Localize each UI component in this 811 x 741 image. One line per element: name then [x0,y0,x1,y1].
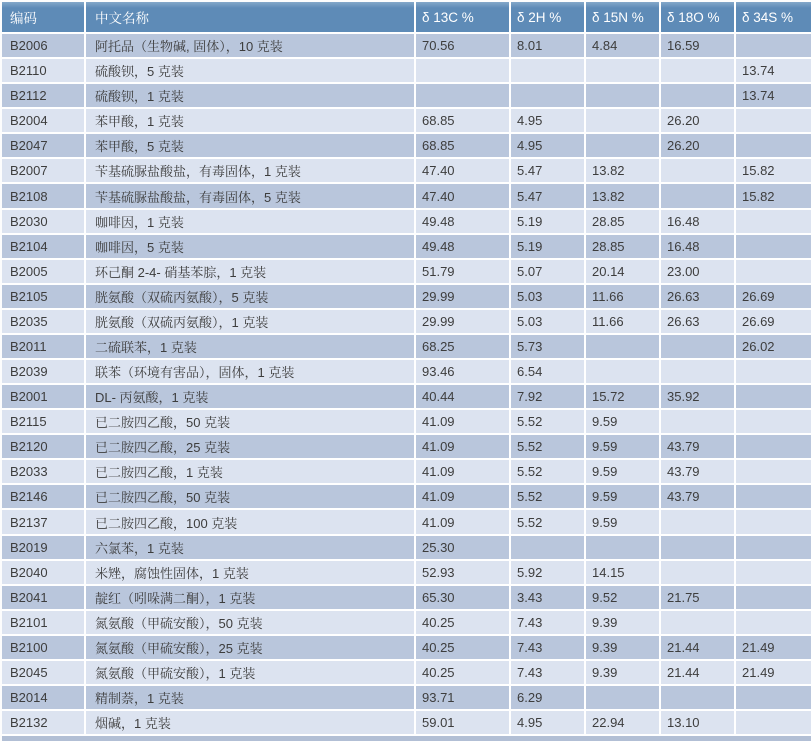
cell-name: 已二胺四乙酸，50 克装 [86,410,416,433]
cell-code: B2041 [2,586,86,609]
header-cell-d2h: δ 2H % [511,2,586,32]
table-row [2,711,811,736]
cell-d2h: 5.52 [511,460,586,483]
cell-d34s [736,485,811,508]
cell-d2h [511,84,586,107]
cell-d13c: 40.25 [416,661,511,684]
table-row [2,134,811,159]
cell-d18o: 26.20 [661,109,736,132]
cell-d2h: 5.52 [511,435,586,458]
cell-code: B2104 [2,235,86,258]
table-row [2,159,811,184]
cell-name: 已二胺四乙酸，25 克装 [86,435,416,458]
cell-d2h: 5.47 [511,159,586,182]
table-row [2,510,811,535]
table-row [2,310,811,335]
cell-d18o: 43.79 [661,485,736,508]
cell-d18o [661,184,736,207]
cell-d34s [736,109,811,132]
cell-d13c: 47.40 [416,184,511,207]
cell-code: B2030 [2,210,86,233]
cell-d15n [586,536,661,559]
cell-d34s: 13.74 [742,63,775,79]
cell-code: B2007 [2,159,86,182]
cell-d2h: 5.19 [511,210,586,233]
cell-code: B2137 [2,510,86,533]
cell-code: B2146 [2,485,86,508]
cell-d13c: 40.25 [416,636,511,659]
cell-d34s: 13.74 [742,88,775,104]
cell-code: B2100 [2,636,86,659]
cell-code: B2110 [2,59,86,82]
cell-d34s [736,34,811,57]
table-row [2,636,811,661]
cell-code: B2040 [2,561,86,584]
cell-code: B2004 [2,109,86,132]
cell-d13c: 41.09 [416,435,511,458]
cell-name: 胱氨酸（双硫丙氨酸），1 克装 [86,310,416,333]
cell-code: B2039 [2,360,86,383]
cell-d34s [736,134,811,157]
cell-d2h: 8.01 [511,34,586,57]
cell-d2h: 5.47 [511,184,586,207]
cell-d18o [661,536,736,559]
cell-name: 环己酮 2-4- 硝基苯腙，1 克装 [86,260,416,283]
cell-name: 精制萘，1 克装 [86,686,416,709]
table-row [2,460,811,485]
cell-code: B2006 [2,34,86,57]
cell-d15n: 22.94 [586,711,661,734]
cell-d34s [736,536,811,559]
table-row [2,184,811,209]
cell-d13c [416,84,511,107]
cell-d18o: 16.48 [661,235,736,258]
cell-d2h: 7.43 [511,661,586,684]
cell-d13c: 68.85 [416,109,511,132]
cell-name: 咖啡因，1 克装 [86,210,416,233]
cell-d18o: 26.63 [661,310,736,333]
cell-d13c: 52.93 [416,561,511,584]
cell-name: 硫酸钡，1 克装 [86,84,416,107]
cell-code: B2014 [2,686,86,709]
cell-d15n: 13.82 [586,159,661,182]
cell-d15n: 28.85 [586,210,661,233]
table-row [2,611,811,636]
cell-d2h: 6.29 [511,686,586,709]
cell-d18o: 13.10 [661,711,736,734]
table-body [2,34,811,736]
cell-d34s [736,561,811,584]
cell-code: B2001 [2,385,86,408]
table-row [2,360,811,385]
table-row [2,34,811,59]
cell-d2h: 4.95 [511,109,586,132]
cell-d15n: 9.59 [586,435,661,458]
cell-name: 联苯（环境有害品），固体，1 克装 [86,360,416,383]
cell-d34s [736,460,811,483]
cell-d34s [736,235,811,258]
cell-d34s: 21.49 [742,639,775,655]
table-row [2,485,811,510]
cell-d18o: 23.00 [661,260,736,283]
cell-code: B2101 [2,611,86,634]
cell-code: B2105 [2,285,86,308]
cell-code: B2035 [2,310,86,333]
cell-d13c: 70.56 [416,34,511,57]
cell-d2h: 7.43 [511,611,586,634]
cell-d13c: 40.25 [416,611,511,634]
cell-d15n: 9.39 [586,611,661,634]
cell-d13c: 68.85 [416,134,511,157]
header-cell-d13c: δ 13C % [416,2,511,32]
cell-d2h: 5.52 [511,510,586,533]
cell-d15n: 9.59 [586,460,661,483]
cell-d18o [661,561,736,584]
cell-name: 已二胺四乙酸，50 克装 [86,485,416,508]
cell-d18o [661,360,736,383]
cell-name: 已二胺四乙酸，1 克装 [86,460,416,483]
cell-d13c: 93.46 [416,360,511,383]
cell-d13c: 65.30 [416,586,511,609]
cell-d34s [736,260,811,283]
cell-d15n: 9.52 [586,586,661,609]
cell-name: 苯甲酸，1 克装 [86,109,416,132]
cell-d18o: 21.44 [661,636,736,659]
cell-d18o: 26.20 [661,134,736,157]
cell-d15n: 9.39 [586,661,661,684]
cell-d2h: 5.73 [511,335,586,358]
cell-d13c: 40.44 [416,385,511,408]
cell-d15n: 13.82 [586,184,661,207]
cell-d18o [661,611,736,634]
table-row [2,561,811,586]
cell-d34s: 21.49 [742,664,775,680]
cell-d2h: 5.92 [511,561,586,584]
cell-d13c [416,59,511,82]
table-row [2,210,811,235]
cell-d13c: 49.48 [416,235,511,258]
header-cell-d34s: δ 34S % [742,9,794,25]
cell-code: B2033 [2,460,86,483]
cell-d34s: 26.69 [742,288,775,304]
table-row [2,109,811,134]
cell-d18o [661,84,736,107]
header-cell-d15n: δ 15N % [586,2,661,32]
cell-code: B2047 [2,134,86,157]
cell-name: 烟碱，1 克装 [86,711,416,734]
header-cell-code: 编码 [2,2,86,32]
cell-d18o: 43.79 [661,460,736,483]
cell-d34s: 26.69 [742,313,775,329]
cell-d18o [661,410,736,433]
cell-d2h: 5.19 [511,235,586,258]
cell-d13c: 41.09 [416,410,511,433]
cell-d15n: 9.59 [586,410,661,433]
cell-d2h: 5.52 [511,485,586,508]
header-cell-name: 中文名称 [86,2,416,32]
cell-name: 咖啡因，5 克装 [86,235,416,258]
cell-d15n: 20.14 [586,260,661,283]
cell-d15n: 4.84 [586,34,661,57]
table-row [2,661,811,686]
header-cell-d18o: δ 18O % [661,2,736,32]
cell-d34s [736,385,811,408]
cell-d13c: 93.71 [416,686,511,709]
cell-d34s: 15.82 [742,163,775,179]
table-row [2,285,811,310]
cell-code: B2120 [2,435,86,458]
cell-d18o [661,510,736,533]
cell-d15n: 11.66 [586,285,661,308]
cell-code: B2011 [2,335,86,358]
table-row [2,335,811,360]
cell-d13c: 68.25 [416,335,511,358]
cell-name: 硫酸钡，5 克装 [86,59,416,82]
cell-name: 靛红（吲哚满二酮），1 克装 [86,586,416,609]
cell-name: DL- 丙氨酸，1 克装 [86,385,416,408]
cell-d13c: 41.09 [416,485,511,508]
cell-d18o: 16.59 [661,34,736,57]
cell-code: B2108 [2,184,86,207]
cell-code: B2045 [2,661,86,684]
cell-d18o: 26.63 [661,285,736,308]
cell-d13c: 51.79 [416,260,511,283]
cell-d2h: 5.07 [511,260,586,283]
cell-d15n [586,335,661,358]
table-row [2,435,811,460]
table-row [2,260,811,285]
cell-d34s [736,360,811,383]
cell-code: B2132 [2,711,86,734]
cell-d34s [736,510,811,533]
cell-d15n: 9.59 [586,485,661,508]
cell-name: 苯甲酸，5 克装 [86,134,416,157]
cell-d18o [661,159,736,182]
cell-name: 二硫联苯，1 克装 [86,335,416,358]
cell-d18o [661,686,736,709]
cell-d2h [511,59,586,82]
cell-d18o: 35.92 [661,385,736,408]
cell-d15n: 11.66 [586,310,661,333]
table-row [2,410,811,435]
cell-d18o: 21.75 [661,586,736,609]
cell-name: 胱氨酸（双硫丙氨酸），5 克装 [86,285,416,308]
cell-d15n [586,59,661,82]
cell-d34s [736,435,811,458]
cell-d15n: 9.59 [586,510,661,533]
cell-d18o [661,335,736,358]
cell-d2h [511,536,586,559]
cell-d13c: 49.48 [416,210,511,233]
cell-d18o: 43.79 [661,435,736,458]
cell-d13c: 41.09 [416,510,511,533]
cell-d15n: 14.15 [586,561,661,584]
table-row [2,586,811,611]
cell-name: 六氯苯，1 克装 [86,536,416,559]
cell-name: 阿托品（生物碱, 固体），10 克装 [86,34,416,57]
table-row [2,84,811,109]
table-header-row [2,2,811,34]
cell-d34s [736,586,811,609]
cell-d2h: 7.43 [511,636,586,659]
cell-name: 苄基硫脲盐酸盐，有毒固体，1 克装 [86,159,416,182]
cell-d15n: 9.39 [586,636,661,659]
cell-d34s [736,686,811,709]
cell-d18o: 16.48 [661,210,736,233]
cell-d13c: 25.30 [416,536,511,559]
partial-next-row-strip [2,736,811,741]
cell-code: B2115 [2,410,86,433]
cell-d13c: 47.40 [416,159,511,182]
cell-d34s [736,711,811,734]
cell-d15n [586,109,661,132]
cell-d34s [736,210,811,233]
cell-d2h: 7.92 [511,385,586,408]
cell-name: 米矬，腐蚀性固体，1 克装 [86,561,416,584]
cell-d15n: 15.72 [586,385,661,408]
cell-d2h: 3.43 [511,586,586,609]
cell-d13c: 29.99 [416,285,511,308]
cell-d2h: 4.95 [511,711,586,734]
cell-d15n [586,360,661,383]
cell-d18o [661,59,736,82]
cell-d34s: 26.02 [742,338,775,354]
cell-name: 氮氨酸（甲硫安酸），25 克装 [86,636,416,659]
table-row [2,536,811,561]
table-row [2,686,811,711]
cell-name: 氮氨酸（甲硫安酸），50 克装 [86,611,416,634]
table-row [2,235,811,260]
cell-code: B2019 [2,536,86,559]
table-row [2,59,811,84]
cell-d2h: 5.03 [511,285,586,308]
cell-d34s [736,410,811,433]
cell-name: 氮氨酸（甲硫安酸），1 克装 [86,661,416,684]
cell-d13c: 29.99 [416,310,511,333]
cell-code: B2112 [2,84,86,107]
cell-d2h: 5.52 [511,410,586,433]
cell-name: 已二胺四乙酸，100 克装 [86,510,416,533]
cell-d15n: 28.85 [586,235,661,258]
cell-d2h: 5.03 [511,310,586,333]
cell-code: B2005 [2,260,86,283]
cell-d13c: 59.01 [416,711,511,734]
cell-d13c: 41.09 [416,460,511,483]
cell-d34s [736,611,811,634]
cell-d34s: 15.82 [742,188,775,204]
cell-d15n [586,84,661,107]
cell-d15n [586,686,661,709]
cell-d15n [586,134,661,157]
cell-d2h: 6.54 [511,360,586,383]
table-row [2,385,811,410]
cell-d2h: 4.95 [511,134,586,157]
cell-d18o: 21.44 [661,661,736,684]
cell-name: 苄基硫脲盐酸盐，有毒固体，5 克装 [86,184,416,207]
